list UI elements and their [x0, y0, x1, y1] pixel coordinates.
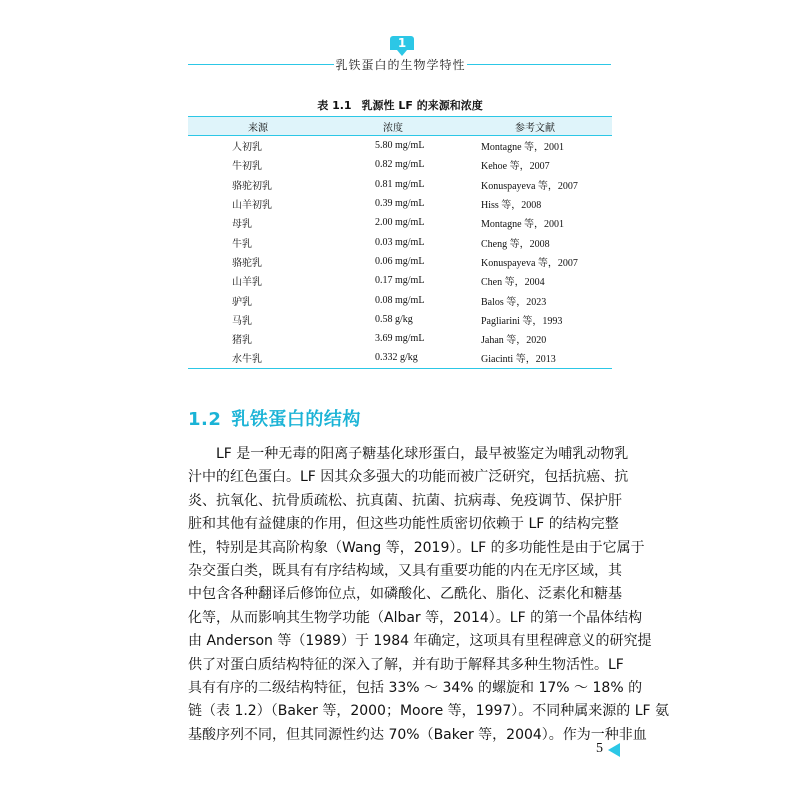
cell-reference: Hiss 等，2008: [481, 200, 542, 212]
section-heading: [188, 405, 361, 431]
cell-concentration: 0.08 mg/mL: [375, 294, 425, 306]
body-line: LF 是一种无毒的阳离子糖基化球形蛋白，最早被鉴定为哺乳动物乳: [216, 446, 629, 462]
cell-source: 牛初乳: [232, 161, 262, 173]
cell-reference: Balos 等，2023: [481, 296, 547, 308]
table-row: [188, 155, 612, 174]
cell-reference: Jahan 等，2020: [481, 335, 547, 347]
body-line: 杂交蛋白类，既具有有序结构域，又具有重要功能的内在无序区域，其: [188, 563, 622, 580]
section-title: 乳铁蛋白的结构: [231, 409, 361, 430]
body-line: 性，特别是其高阶构象（Wang 等，2019）。LF 的多功能性是由于它属于: [188, 539, 645, 556]
table-row: [188, 252, 612, 271]
cell-reference: Montagne 等，2001: [481, 219, 565, 231]
header-rule-left: [188, 64, 334, 65]
cell-concentration: 0.06 mg/mL: [375, 255, 425, 267]
cell-source: 骆驼初乳: [232, 180, 272, 192]
table-row: [188, 213, 612, 232]
table-row: [188, 310, 612, 329]
table-row: [188, 348, 612, 368]
cell-reference: Giacinti 等，2013: [458, 348, 612, 368]
body-line: 脏和其他有益健康的作用，但这些功能性质密切依赖于 LF 的结构完整: [188, 516, 619, 533]
body-line: 具有有序的二级结构特征，包括 33% ～ 34% 的螺旋和 17% ～ 18% 的: [188, 680, 643, 697]
table-caption-title: 乳源性 LF 的来源和浓度: [361, 99, 483, 112]
table-row: [188, 136, 612, 156]
body-line: 炎、抗氧化、抗骨质疏松、抗真菌、抗菌、抗病毒、免疫调节、保护肝: [188, 492, 622, 509]
cell-concentration: 2.00 mg/mL: [375, 217, 425, 229]
body-line: 供了对蛋白质结构特征的深入了解，并有助于解释其多种生物活性。LF: [188, 656, 624, 673]
table-header-row: [188, 117, 612, 136]
table-row: [188, 194, 612, 213]
cell-source: 人初乳: [232, 142, 262, 154]
cell-source: 驴乳: [232, 296, 252, 308]
body-line: 基酸序列不同，但其同源性约达 70%（Baker 等，2004）。作为一种非血: [188, 726, 647, 743]
cell-reference: Chen 等，2004: [481, 277, 545, 289]
cell-reference: Cheng 等，2008: [481, 238, 550, 250]
body-line: 化等，从而影响其生物学功能（Albar 等，2014）。LF 的第一个晶体结构: [188, 609, 643, 626]
column-header-reference: 参考文献: [458, 117, 612, 136]
chapter-badge: 1: [390, 36, 414, 50]
table-caption: [188, 97, 612, 113]
cell-source: 牛乳: [232, 238, 252, 250]
column-header-concentration: 浓度: [328, 117, 458, 136]
running-header-title: 乳铁蛋白的生物学特性: [335, 58, 466, 72]
cell-concentration: 0.39 mg/mL: [375, 198, 425, 210]
table-caption-number: 表 1.1: [317, 99, 352, 112]
cell-reference: Konuspayeva 等，2007: [481, 180, 578, 192]
page-number: 5: [596, 741, 603, 756]
cell-concentration: 0.03 mg/mL: [375, 236, 425, 248]
body-paragraph: [188, 443, 670, 747]
cell-concentration: 0.82 mg/mL: [375, 159, 425, 171]
cell-source: 马乳: [232, 315, 252, 327]
table-row: [188, 232, 612, 251]
cell-source: 骆驼乳: [232, 257, 262, 269]
cell-concentration: 0.81 mg/mL: [375, 178, 425, 190]
cell-reference: Konuspayeva 等，2007: [481, 257, 578, 269]
body-line: 中包含各种翻译后修饰位点，如磷酸化、乙酰化、脂化、泛素化和糖基: [188, 586, 622, 603]
cell-source: 猪乳: [232, 335, 252, 347]
cell-source: 母乳: [232, 219, 252, 231]
table-row: [188, 271, 612, 290]
column-header-source: 来源: [188, 117, 328, 136]
body-line: 汁中的红色蛋白。LF 因其众多强大的功能而被广泛研究，包括抗癌、抗: [188, 469, 629, 486]
page-number-arrow-icon: [608, 743, 620, 757]
cell-source: 水牛乳: [188, 348, 328, 368]
table-row: [188, 175, 612, 194]
cell-source: 山羊乳: [232, 277, 262, 289]
header-rule-right: [467, 64, 611, 65]
cell-concentration: 0.332 g/kg: [328, 348, 458, 368]
cell-reference: Pagliarini 等，1993: [481, 315, 563, 327]
cell-concentration: 0.58 g/kg: [375, 313, 413, 325]
body-line: 由 Anderson 等（1989）于 1984 年确定，这项具有里程碑意义的研究提: [188, 633, 652, 650]
section-number: 1.2: [188, 409, 222, 430]
cell-reference: Montagne 等，2001: [481, 142, 565, 154]
cell-source: 山羊初乳: [232, 200, 272, 212]
cell-reference: Kehoe 等，2007: [481, 161, 550, 173]
cell-concentration: 0.17 mg/mL: [375, 275, 425, 287]
cell-concentration: 5.80 mg/mL: [375, 140, 425, 152]
table-row: [188, 290, 612, 309]
table-row: [188, 329, 612, 348]
lf-source-table: [188, 116, 612, 369]
cell-concentration: 3.69 mg/mL: [375, 333, 425, 345]
body-line: 链（表 1.2）（Baker 等，2000；Moore 等，1997）。不同种属来源的 LF 氨: [188, 703, 670, 720]
table-body: [188, 136, 612, 369]
